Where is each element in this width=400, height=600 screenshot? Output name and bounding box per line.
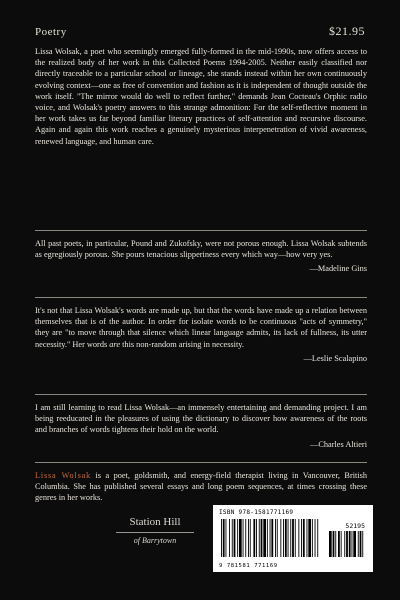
price-code: 52195 (345, 522, 365, 530)
barcode-bars (219, 517, 367, 559)
blurb-quote-emphasis: are (109, 339, 121, 349)
publisher-place: of Barrytown (133, 536, 177, 545)
blurb-quote-part: this non-random arising in necessity. (120, 339, 244, 349)
ean-digits: 9 781581 771169 (219, 563, 278, 569)
blurb-author: —Madeline Gins (309, 264, 367, 274)
blurb-gins (35, 238, 367, 275)
price-label: $21.95 (329, 24, 365, 38)
category-label: Poetry (35, 26, 67, 38)
isbn-text: ISBN 978-1581771169 (219, 509, 294, 516)
divider (35, 230, 367, 231)
publisher-rule (116, 532, 194, 533)
description-text: Lissa Wolsak, a poet who seemingly emerged fully-formed in the mid-1990s, now offers access to the realized body of her work in this Collected Poems 1994-2005. Neither easily classified nor directly traceable to a particular school or lineage, she stands instead within her own continuously evolving context—one as free of convention and fashion as it is independent of thought outside the work itself. "The mirror would do well to reflect further," demands Jean Cocteau's Orphic radio voice, and Wolsak's poetry answers to this strange admonition: For the self-reflective moment in her work takes us far beyond familiar literary practices of self-attention and recursive discourse. Again and again this work reaches a genuinely mysterious interpenetration of vivid awareness, renewed language, and human care. (35, 47, 367, 146)
blurb-quote: All past poets, in particular, Pound and Zukofsky, were not porous enough. Lissa Wolsak subtends as egregiously porous. She pours tenacious slipperiness every which way—how very yes. (35, 239, 367, 260)
author-bio (35, 470, 367, 504)
isbn-barcode (213, 505, 373, 572)
divider (35, 462, 367, 463)
blurb-quote (35, 305, 367, 350)
bio-body: is a poet, goldsmith, and energy-field therapist living in Vancouver, British Columbia. She has published several essays and long poem sequences, at times crossing these genres in her works. (35, 471, 367, 503)
blurb-scalapino (35, 305, 367, 364)
blurb-quote-part: It's not that Lissa Wolsak's words are made up, but that the words have made up a relation between themselves that is of the author. In order for isolate words to be continuous "acts of symmetry," they are "to move through that silence which linear language admits, its lack of fullness, its utter necessity." Her words (35, 306, 367, 349)
publisher-name: Station Hill (129, 516, 181, 528)
cover-header (35, 24, 365, 39)
blurb-quote: I am still learning to read Lissa Wolsak—an immensely entertaining and demanding project. I am being reeducated in the pleasures of using the dictionary to discover how awareness of the roots and branches of words tightens their hold on the world. (35, 403, 367, 435)
book-description (35, 46, 367, 147)
blurb-altieri (35, 402, 367, 450)
bio-author-name: Lissa Wolsak (35, 471, 92, 480)
divider (35, 394, 367, 395)
divider (35, 297, 367, 298)
blurb-author: —Leslie Scalapino (303, 353, 367, 363)
bio-text (35, 470, 367, 504)
blurb-author: —Charles Altieri (310, 439, 367, 449)
publisher-logo (110, 516, 200, 545)
